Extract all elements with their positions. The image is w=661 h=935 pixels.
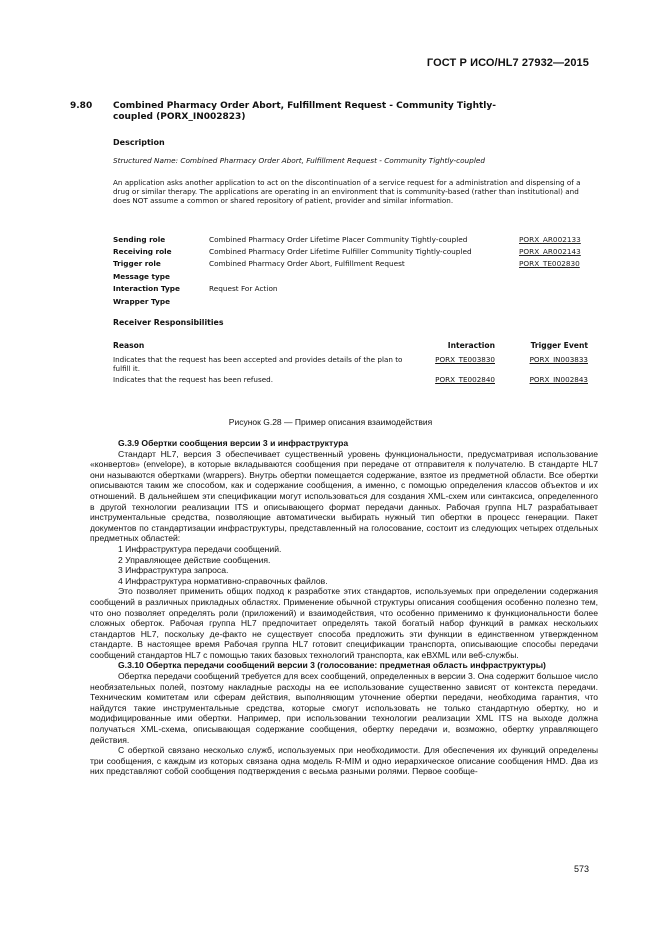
role-row bbox=[113, 283, 593, 295]
role-row bbox=[113, 233, 593, 245]
list-item: 4 Инфраструктура нормативно-справочных файлов. bbox=[118, 575, 328, 586]
row-reason: Indicates that the request has been refused. bbox=[113, 375, 273, 384]
figure-section-number: 9.80 bbox=[70, 101, 93, 111]
figure-section-title: Combined Pharmacy Order Abort, Fulfillment Request - Community Tightly-coupled (PORX_IN002823) bbox=[113, 101, 496, 122]
paragraph: С оберткой связано несколько служб, используемых при необходимости. Для обеспечения их функций определены три сообщения, с каждым из которых связана одна модель R-MIM и одно иерархическое описание сообщения HMD. Два из них представляют собой сообщения подтверждения с весьма разными ролями. Первое сообще- bbox=[90, 745, 598, 777]
role-label: Receiving role bbox=[113, 247, 172, 257]
list-item: 2 Управляющее действие сообщения. bbox=[118, 554, 271, 565]
role-label: Interaction Type bbox=[113, 284, 180, 294]
header-trigger: Trigger Event bbox=[530, 341, 588, 350]
row-trigger-link[interactable]: PORX_IN003833 bbox=[529, 355, 588, 364]
paragraph: Это позволяет применить общих подход к разработке этих стандартов, используемых при определении содержания сообщений в различных прикладных областях. Применение обычной структуры описания сообщения особенно полезно тем, что оно позволяет определять роли (приложений) и взаимодействия, что особенно применимо к функциональности более сложных оберток. Рабочая группа HL7 предпочитает определять такой богатый набор функций в рамках нескольких стандартов HL7, поскольку де-факто не существует способа предложить эти функции в единственном утвержденном стандарте. В настоящее время Рабочая группа HL7 готовит спецификации транспорта, описывающие способы передачи сообщений стандартов HL7 с помощью таких базовых технологий транспорта, как eBXML или веб-службы. bbox=[90, 586, 598, 660]
row-interaction-link[interactable]: PORX_TE002840 bbox=[435, 375, 495, 384]
table-row bbox=[113, 375, 588, 384]
body-text bbox=[90, 438, 598, 777]
header-interaction: Interaction bbox=[447, 341, 495, 350]
section-heading-g39: G.3.9 Обертки сообщения версии 3 и инфраструктура bbox=[118, 438, 349, 448]
role-value: Request For Action bbox=[209, 284, 278, 294]
header-reason: Reason bbox=[113, 341, 145, 350]
row-trigger-link[interactable]: PORX_IN002843 bbox=[529, 375, 588, 384]
role-value: Combined Pharmacy Order Lifetime Fulfiller Community Tightly-coupled bbox=[209, 247, 472, 257]
list-item: 3 Инфраструктура запроса. bbox=[118, 565, 229, 576]
role-row bbox=[113, 245, 593, 257]
receiver-table-header bbox=[113, 341, 588, 353]
receiver-heading: Receiver Responsibilities bbox=[113, 318, 224, 327]
section-heading-g310: G.3.10 Обертка передачи сообщений версии 3 (голосование: предметная область инфраструктуры) bbox=[118, 660, 546, 671]
role-row bbox=[113, 295, 593, 307]
table-row bbox=[113, 355, 588, 373]
role-link[interactable]: PORX_TE002830 bbox=[519, 259, 580, 269]
role-label: Message type bbox=[113, 271, 170, 281]
role-value: Combined Pharmacy Order Abort, Fulfillment Request bbox=[209, 259, 405, 269]
list-item: 1 Инфраструктура передачи сообщений. bbox=[118, 543, 282, 554]
document-header: ГОСТ Р ИСО/HL7 27932—2015 bbox=[426, 57, 589, 69]
structured-name: Structured Name: Combined Pharmacy Order Abort, Fulfillment Request - Community Tightly-coupled bbox=[113, 156, 485, 165]
page-number: 573 bbox=[573, 864, 589, 874]
paragraph: Стандарт HL7, версия 3 обеспечивает существенный уровень функциональности, предусматривая использование «конвертов» (envelope), в которые вкладываются сообщения при передаче от отправителя к получателю. В стандарте HL7 они называются обертками (wrappers). Внутрь обертки помещается содержание, взятое из предметной области. Все обертки описываются таким же способом, как и содержание сообщения, а именно, с помощью определения классов объектов и их отношений. В дальнейшем эти спецификации могут использоваться для создания XML-схем или синтаксиса, определенного в другой технологии реализации ITS и описывающего формат передачи данных. Рабочая группа HL7 разрабатывает инструментальные средства, позволяющие автоматически выбирать нужный тип обертки в процесс генерации. Пакет документов по стандартизации инфраструктуры, представленный на голосование, состоит из следующих четырех отдельных предметных областей: bbox=[90, 448, 598, 544]
role-row bbox=[113, 270, 593, 282]
description-text: An application asks another application to act on the discontinuation of a service request for a administration and dispensing of a drug or similar therapy. The applications are operating in an environment that is community-based (rather than institutional) and does NOT assume a common or shared repository of patient, provider and similar information. bbox=[113, 178, 581, 205]
receiver-table bbox=[113, 341, 588, 384]
role-value: Combined Pharmacy Order Lifetime Placer Community Tightly-coupled bbox=[209, 234, 468, 244]
role-label: Sending role bbox=[113, 234, 166, 244]
paragraph: Обертка передачи сообщений требуется для всех сообщений, определенных в версии 3. Она содержит большое число необязательных полей, поэтому накладные расходы на ее использование существенно зависят от контекста передачи. Техническим комитетам или сферам действия, выполняющим уточнение обертки передачи, необходима гарантия, что найдутся такие инструментальные средства, которые смогут использовать не только стандартную обертку, но и модифицированные ими обертки. Например, при использовании технологии реализации XML ITS на выходе должна получаться XML-схема, описывающая содержание сообщения, обертку передачи и, возможно, обертку управляющего действия. bbox=[90, 671, 598, 745]
role-row bbox=[113, 258, 593, 270]
role-label: Wrapper Type bbox=[113, 296, 171, 306]
role-label: Trigger role bbox=[113, 259, 161, 269]
row-interaction-link[interactable]: PORX_TE003830 bbox=[435, 355, 495, 364]
description-heading: Description bbox=[113, 138, 165, 147]
role-link[interactable]: PORX_AR002133 bbox=[519, 234, 581, 244]
role-link[interactable]: PORX_AR002143 bbox=[519, 247, 581, 257]
row-reason: Indicates that the request has been accepted and provides details of the plan to fulfill it. bbox=[113, 355, 403, 373]
roles-table bbox=[113, 233, 593, 307]
figure-caption: Рисунок G.28 — Пример описания взаимодействия bbox=[228, 417, 433, 427]
